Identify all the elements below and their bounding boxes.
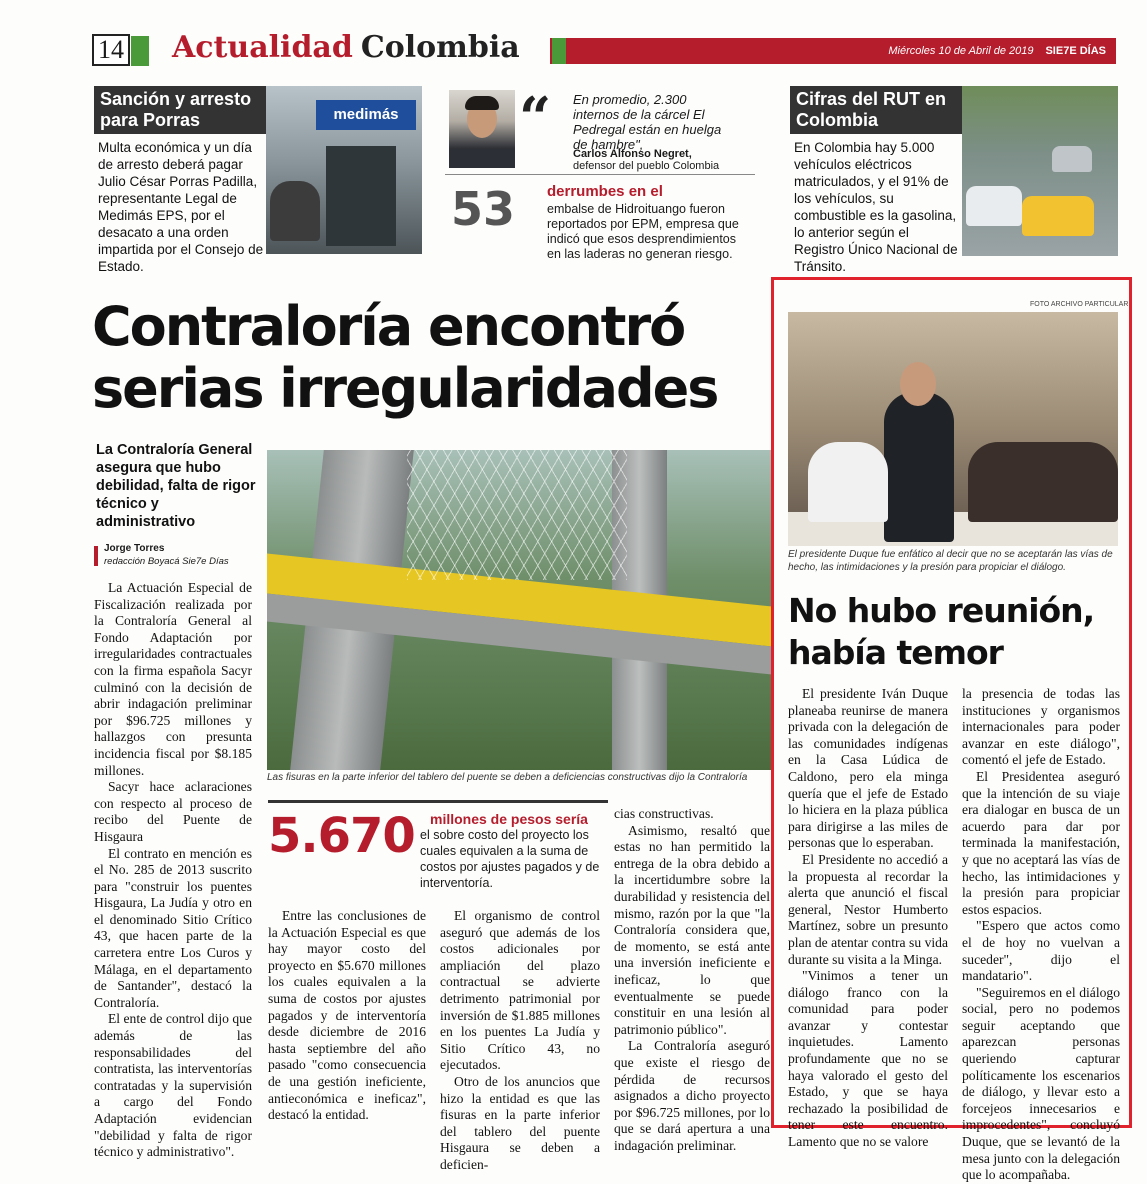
paragraph: El contrato en mención es el No. 285 de 2013 suscrito para "construir los puentes Hisgaura, La Judía y otro en el denominado Sitio Crítico 43, que hacen parte de la carretera entre Los Curos y Málaga, en el departamento de Santander", destacó la Contraloría.: [94, 845, 252, 1010]
paragraph: El ente de control dijo que además de las responsabilidades del contratista, las interventorías contratadas y la supervisión a cargo del Fondo Adaptación evidencian "debilidad y falta de rigor técnico y administrativo".: [94, 1011, 252, 1160]
side-headline-line2: había temor: [788, 633, 1003, 672]
negret-portrait: [449, 90, 515, 168]
paragraph: "Seguiremos en el diálogo social, pero no podemos seguir aceptando que aparezcan personas queriendo capturar políticamente los escenarios de diálogo, y llevar esto a forcejeos innecesarios e improcedentes", concluyó Duque, que se levantó de la mesa junto con la delegación que lo acompañaba.: [962, 984, 1120, 1183]
main-col4: [614, 806, 770, 1154]
quote-author: Carlos Alfonso Negret,: [573, 148, 692, 160]
medimas-photo: [266, 86, 422, 254]
paragraph: Entre las conclusiones de la Actuación Especial es que hay mayor costo del proyecto en $5.670 millones los cuales equivalen a la suma de costos por ajustes pagados y de interventoría desde diciembre de 2016 hasta septiembre del año pasado "como consecuencia de una gestión ineficiente, antieconómica e ineficaz", destacó la entidad.: [268, 908, 426, 1123]
side-headline: [788, 590, 1128, 674]
teaser-rut-body: En Colombia hay 5.000 vehículos eléctricos matriculados, y el 91% de los vehículos, su combustible es la gasolina, lo anterior según el Registro Único Nacional de Tránsito.: [794, 140, 958, 274]
store-doorway: [326, 146, 396, 246]
meeting-photo-caption: El presidente Duque fue enfático al decir que no se aceptarán las vías de hecho, las intimidaciones y la presión para propiciar el diálogo.: [788, 549, 1113, 573]
traffic-photo: [962, 86, 1118, 256]
teaser-sancion-title: Sanción y arresto para Porras: [94, 86, 266, 134]
big-number-rule: [268, 800, 608, 803]
big-number: 5.670: [268, 808, 415, 864]
section-title-part1: Actualidad: [172, 30, 353, 65]
paragraph: La Contraloría aseguró que existe el riesgo de pérdida de recursos asignados a dicho proyecto por $96.725 millones, por lo que se dará apertura a una indagación preliminar.: [614, 1038, 770, 1153]
header-bar: [550, 38, 1116, 64]
paragraph: El Presidente no accedió a la propuesta al recordar la alerta que anunció el fiscal general, Nestor Humberto Martínez, sobre un presunto plan de atentar contra su vida durante su visita a la Minga.: [788, 851, 948, 967]
byline-role: redacción Boyacá Sie7e Días: [104, 556, 229, 567]
main-headline: [92, 295, 762, 420]
teaser-sancion: [94, 86, 434, 274]
section-title: [172, 30, 520, 70]
meeting-photo: [788, 312, 1118, 546]
main-col1: [94, 580, 252, 1161]
bridge-photo: [267, 450, 772, 770]
teaser-quote: [443, 86, 763, 262]
standing-man-head: [900, 362, 936, 406]
quote-role: defensor del pueblo Colombia: [573, 160, 720, 172]
side-headline-line1: No hubo reunión,: [788, 591, 1095, 630]
header-brand: SIE7E DÍAS: [1045, 45, 1106, 57]
teaser-sancion-body: Multa económica y un día de arresto deberá pagar Julio César Porras Padilla, representante Legal de Medimás EPS, por el desacato a una orden impartida por el Consejo de Estado.: [98, 140, 264, 274]
bridge-cables: [407, 450, 627, 580]
header-bar-tab: [552, 38, 566, 64]
paragraph: "Vinimos a tener un diálogo franco con la comunidad para poder avanzar y contestar inquietudes. Lamento profundamente que no se haya valorado el gesto del Estado, y que se haya rechazado la posibilidad de tener este encuentro. Lamento que no se valore: [788, 968, 948, 1150]
page-number: 14: [92, 34, 130, 66]
page-number-tab: [131, 36, 149, 66]
seated-people-right: [968, 442, 1118, 522]
car-white: [966, 186, 1022, 226]
portrait-hair: [465, 96, 499, 110]
seated-woman-left: [808, 442, 888, 522]
side-col2: [962, 686, 1120, 1184]
section-title-part2: Colombia: [360, 30, 520, 65]
derrumbes-headline: derrumbes en el: [547, 183, 663, 200]
taxi-yellow: [1022, 196, 1094, 236]
byline-name: Jorge Torres: [104, 543, 165, 554]
big-number-body: el sobre costo del proyecto los cuales equivalen a la suma de costos por ajustes pagados y de interventoría.: [420, 828, 600, 890]
header-date: Miércoles 10 de Abril de 2019: [888, 45, 1034, 57]
bridge-photo-caption: Las fisuras en la parte inferior del tablero del puente se deben a deficiencias constructivas dijo la Contraloría: [267, 772, 748, 783]
standing-man: [884, 392, 954, 542]
teaser-rut: [790, 86, 1118, 274]
paragraph: El presidente Iván Duque planeaba reunirse de manera privada con la delegación de las comunidades indígenas en la Casa Lúdica de Caldono, pero ela minga quería que el jefe de Estado lo hiciera en la plaza pública para dirigirse a las miles de personas que lo esperaban.: [788, 686, 948, 851]
byline-bar: [94, 546, 98, 566]
main-deck: La Contraloría General asegura que hubo debilidad, falta de rigor técnico y administrativo: [96, 442, 256, 530]
derrumbes-body: embalse de Hidroituango fueron reportados por EPM, empresa que indicó que esos desprendimientos en las laderas no generan riesgo.: [547, 202, 739, 261]
main-col3: [440, 908, 600, 1174]
paragraph-continued: cias constructivas.: [614, 806, 714, 821]
paragraph: "Espero que actos como el de hoy no vuelvan a suceder", dijo el mandatario".: [962, 918, 1120, 984]
paragraph: Asimismo, resaltó que estas no han permitido la entrega de la obra debido a la incertidumbre sobre la durabilidad y resistencia del mismo, razón por la que "la Contraloría considera que, de momento, se está ante una inversión ineficiente e ineficaz, lo que eventualmente se puede constituir en una lesión al patrimonio público".: [614, 822, 770, 1037]
people-silhouettes: [270, 181, 320, 241]
car-distant: [1052, 146, 1092, 172]
paragraph-continued: la presencia de todas las instituciones y organismos internacionales para poder avanzar en este diálogo", comentó el jefe de Estado.: [962, 686, 1120, 768]
paragraph: La Actuación Especial de Fiscalización realizada por la Contraloría General al Fondo Adaptación por irregularidades contractuales con la firma española Sacyr culminó con la decisión de abrir indagación preliminar por $96.725 millones y hallazgos con presunta incidencia fiscal por $8.185 millones.: [94, 580, 252, 778]
paragraph: Otro de los anuncios que hizo la entidad es que las fisuras en la parte inferior del tablero del puente Hisgaura se deben a deficien-: [440, 1073, 600, 1172]
main-headline-line1: Contraloría encontró: [92, 295, 685, 358]
big-number-headline: millones de pesos sería: [430, 811, 588, 827]
derrumbes-number: 53: [451, 182, 516, 236]
paragraph: Sacyr hace aclaraciones con respecto al proceso de recibo del Puente de Hisgaura: [94, 779, 252, 844]
paragraph: El organismo de control aseguró que además de los costos adicionales por ampliación del plazo contractual se advierte detrimento patrimonial por inversión de $1.885 millones en los puentes La Judía y Sitio Crítico 43, no ejecutados.: [440, 908, 600, 1073]
teaser-divider: [445, 174, 755, 175]
quote-text: En promedio, 2.300 internos de la cárcel El Pedregal están en huelga de hambre",: [573, 92, 722, 152]
paragraph: El Presidentea aseguró que la intención de su viaje era dialogar en busca de un acuerdo para dar por terminada la manifestación, y que no aceptará las vías de hecho, las intimidaciones y la presión para propiciar estos espacios.: [962, 768, 1120, 917]
quote-mark-icon: “: [519, 85, 552, 151]
side-col1: [788, 686, 948, 1151]
teaser-rut-title: Cifras del RUT en Colombia: [790, 86, 962, 134]
main-col2: [268, 908, 426, 1124]
main-headline-line2: serias irregularidades: [92, 357, 718, 420]
photo-credit: FOTO ARCHIVO PARTICULAR: [1030, 301, 1129, 308]
medimas-sign: medimás: [316, 100, 416, 130]
